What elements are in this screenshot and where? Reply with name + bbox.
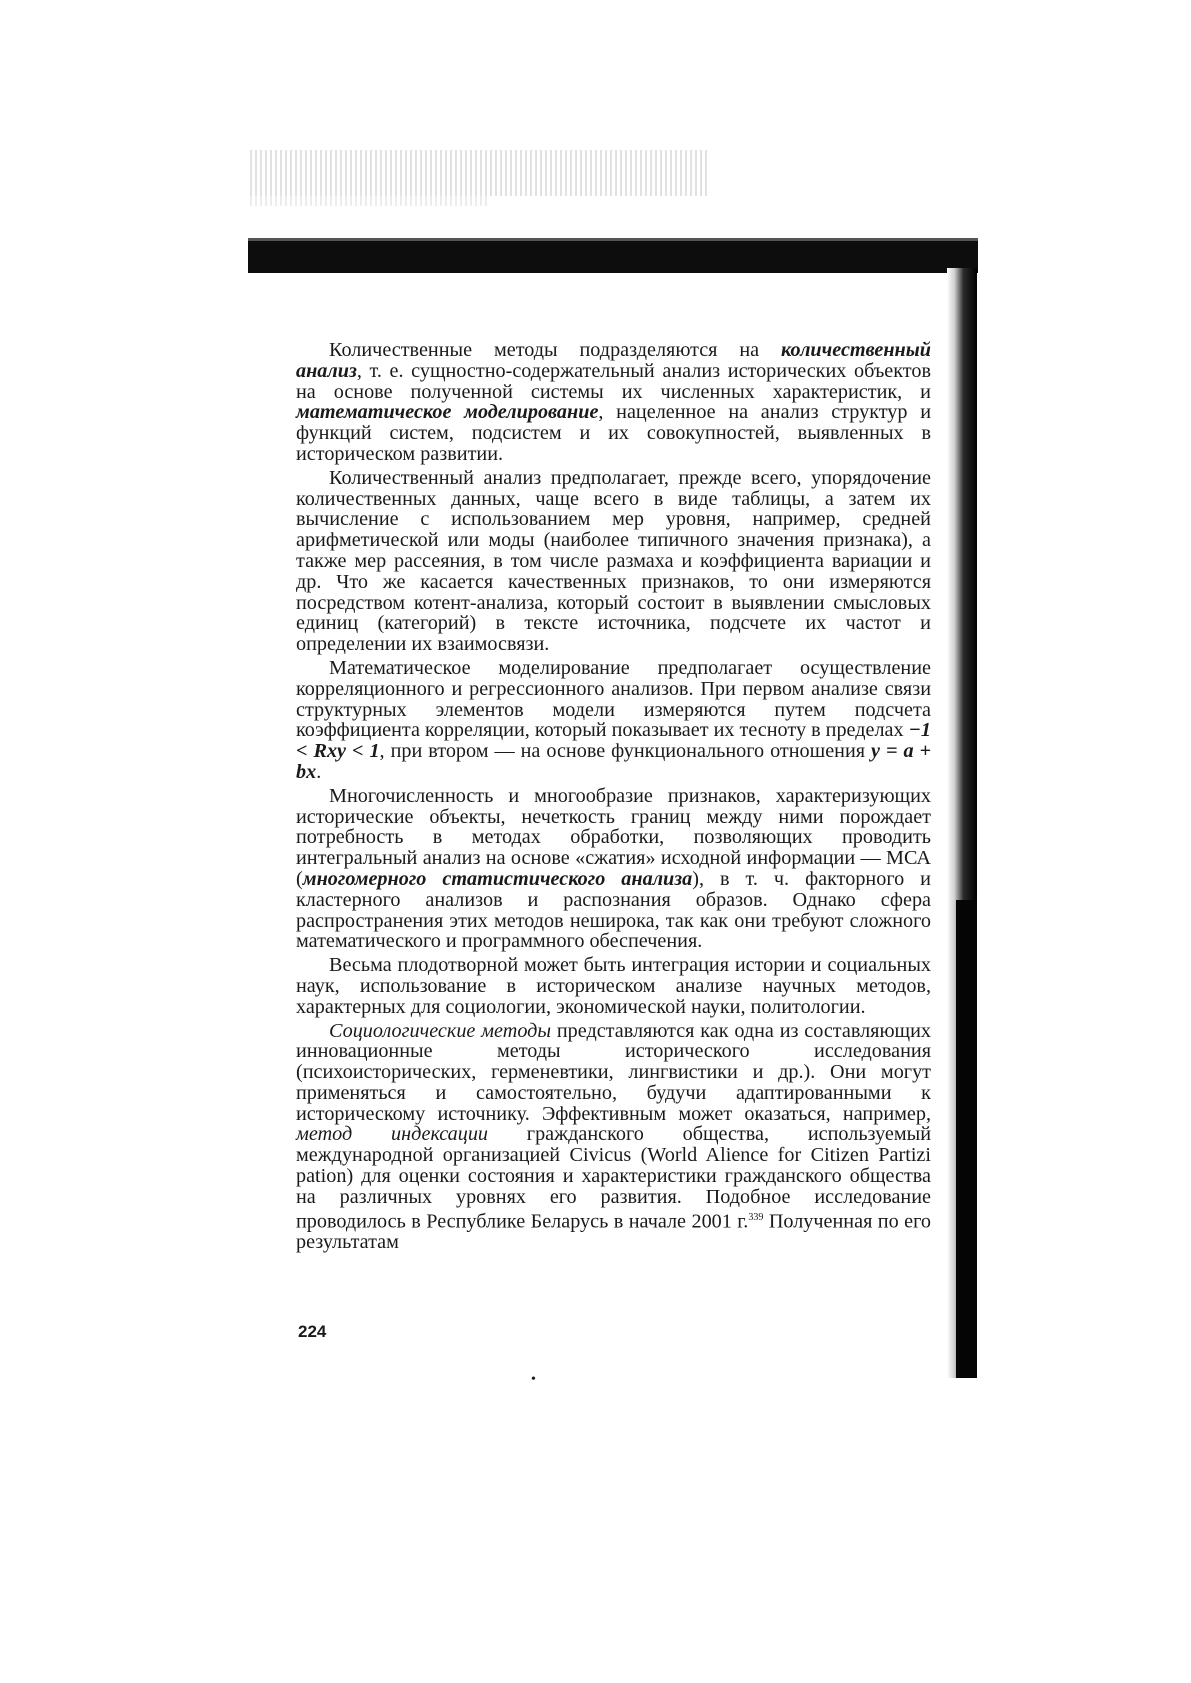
paragraph-3: Математическое моделирование предполагает осуществление корреляционного и регрессионного анализов. При первом анализе связи структурных элементов модели измеряются путем подсчета коэффициента корреляции, который показывает их тесноту в пределах −1 < Rxy < 1, при втором — на основе функционального отношения y = a + bx. (296, 656, 932, 783)
term-msa: многомерного статистического анализа (302, 867, 693, 890)
scan-speck: • (531, 1372, 536, 1387)
term-sociological-methods: Социологические методы (329, 1019, 552, 1042)
body-text (296, 340, 931, 1256)
paragraph-6: Социологические методы представляются как одна из составляющих инновационные методы исторического исследования (психоисторических, герменевтики, лингвистики и др.). Они могут применяться и самостоятельно, будучи адаптированными к историческому источнику. Эффективным может оказаться, например, метод индексации гражданского общества, используемый международной организацией Civicus (World Alience for Citizen Partizi pation) для оценки состояния и характеристики гражданского общества на различных уровнях его развития. Подобное исследование проводилось в Республике Беларусь в начале 2001 г.$^{339}$ Полученная по его результатам (296, 1019, 932, 1254)
page-number: 224 (298, 1322, 327, 1341)
paragraph-1: Количественные методы подразделяются на количественный анализ, т. е. сущностно-содержательный анализ исторических объектов на основе полученной системы их численных характеристик, и математическое моделирование, нацеленное на анализ структур и функций систем, подсистем и их совокупностей, выявленных в историческом развитии. (296, 339, 931, 465)
footnote-ref: 339 (748, 1211, 764, 1223)
scan-artifact-top-small (250, 196, 490, 206)
term-indexation-method: метод индексации (296, 1123, 489, 1146)
term-quantitative-analysis: количественный анализ (296, 339, 931, 382)
paragraph-5: Весьма плодотворной может быть интеграция истории и социальных наук, использование в историческом анализе научных методов, характерных для социологии, экономической науки, политологии. (296, 954, 931, 1018)
formula-regression: y = a + bx (296, 740, 932, 783)
paragraph-4: Многочисленность и многообразие признаков, характеризующих исторические объекты, нечеткость границ между ними порождает потребность в методах обработки, позволяющих проводить интегральный анализ на основе «сжатия» исходной информации — МСА (многомерного статистического анализа), в т. ч. факторного и кластерного анализов и распознания образов. Однако сфера распространения этих методов неширока, так как они требуют сложного математического и программного обеспечения. (296, 784, 931, 953)
page-right-dark-edge-lower (956, 900, 977, 1378)
term-math-modeling: математическое моделирование (296, 401, 599, 424)
page-top-dark-edge (248, 238, 978, 273)
scan-artifact-top (250, 150, 710, 196)
formula-correlation-range: −1 < Rxy < 1 (296, 719, 931, 763)
paragraph-2: Количественный анализ предполагает, прежде всего, упорядочение количественных данных, чаще всего в виде таблицы, а затем их вычисление с использованием мер уровня, например, средней арифметической или моды (наиболее типичного значения признака), а также мер рассеяния, в том числе размаха и коэффициента вариации и др. Что же касается качественных признаков, то они измеряются посредством котент-анализа, который состоит в выявлении смысловых единиц (категорий) в тексте источника, подсчете их частот и определении их взаимосвязи. (296, 466, 931, 656)
